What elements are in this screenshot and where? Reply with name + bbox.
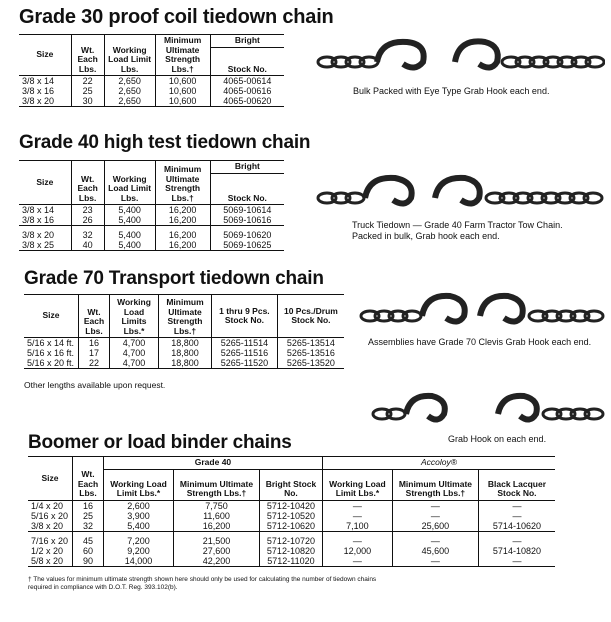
cell-wll: 4,700 [110,358,159,369]
cell-mus: 18,800 [159,348,212,358]
cell-wt: 25 [73,511,104,521]
table-row [24,348,344,358]
cell-size: 3/8 x 20 [31,520,64,531]
boomer-table [28,456,555,567]
cell-stock: 5069-10625 [210,240,284,251]
col-wll: Working Load Limit Lbs. [104,161,155,205]
cell-accoloy-wll: — [322,556,392,567]
cell-accoloy-mus: — [392,500,478,511]
col-bright: Bright [210,35,284,48]
cell-accoloy-mus: 25,600 [392,521,478,532]
grade30-title: Grade 30 proof coil tiedown chain [19,6,334,28]
cell-stock: 5712-10820 [259,546,322,556]
col-wt: Wt. Each Lbs. [71,161,104,205]
col-size: Size [36,176,54,187]
cell-stock-1-9: 5265-11516 [212,348,278,358]
cell-wt: 32 [73,521,104,532]
cell-accoloy-wll: 12,000 [322,546,392,556]
cell-wt: 17 [79,348,110,358]
cell-stock: 5712-10420 [259,500,322,511]
cell-wt: 22 [71,76,104,87]
col-bright: Bright [210,161,284,174]
cell-size: 3/8 x 16 [22,86,55,96]
cell-accoloy-stock: 5714-10620 [478,521,555,532]
col-wt: Wt. Each Lbs. [79,295,110,338]
cell-mus: 16,200 [155,205,210,216]
cell-mus: 10,600 [155,96,210,107]
grade70-table [24,294,344,369]
cell-accoloy-stock: — [478,500,555,511]
cell-size: 1/2 x 20 [31,545,64,556]
cell-wt: 45 [73,531,104,546]
grade40-table [19,160,284,251]
cell-stock: 5069-10614 [210,205,284,216]
cell-stock: 5712-10520 [259,511,322,521]
col-mus: Minimum Ultimate Strength Lbs.† [155,35,210,76]
grade40-caption-2: Packed in bulk, Grab hook each end. [352,231,500,241]
cell-mus: 42,200 [174,556,260,567]
cell-wt: 30 [71,96,104,107]
cell-accoloy-mus: — [392,556,478,567]
cell-size: 3/8 x 14 [22,76,55,86]
boomer-title: Boomer or load binder chains [28,432,292,453]
cell-stock: 5712-10720 [259,531,322,546]
cell-wll: 4,700 [110,338,159,349]
cell-mus: 16,200 [174,521,260,532]
cell-stock-1-9: 5265-11514 [212,338,278,349]
cell-wll: 7,200 [104,531,174,546]
col-accoloy-wll: Working Load Limit Lbs.* [322,469,392,500]
cell-size: 3/8 x 25 [22,240,55,250]
cell-size: 3/8 x 20 [22,96,55,106]
chain-grab-hook-small-illustration [368,392,608,432]
cell-stock: 4065-00616 [210,86,284,96]
cell-mus: 10,600 [155,76,210,87]
cell-accoloy-stock: 5714-10820 [478,546,555,556]
footnote: † The values for minimum ultimate strength shown here should only be used for calculating the number of tiedown chains required in compliance with D.O.T. Reg. 393.102(b). [28,576,377,591]
cell-size: 5/16 x 20 ft. [27,358,75,368]
grade70-caption: Assemblies have Grade 70 Clevis Grab Hook each end. [368,337,592,347]
col-black-lacquer-stock: Black Lacquer Stock No. [478,469,555,500]
col-bright-stock: Bright Stock No. [259,469,322,500]
table-row [28,500,555,511]
table-row [28,521,555,532]
col-wll: Working Load Limit Lbs.* [104,469,174,500]
grade30-caption: Bulk Packed with Eye Type Grab Hook each end. [353,86,550,96]
cell-accoloy-stock: — [478,511,555,521]
cell-wt: 25 [71,86,104,96]
cell-wt: 90 [73,556,104,567]
table-row [19,215,284,226]
cell-size: 3/8 x 20 [22,230,55,240]
cell-wll: 5,400 [104,226,155,241]
cell-wll: 2,650 [104,86,155,96]
cell-accoloy-wll: — [322,511,392,521]
cell-wt: 16 [79,338,110,349]
cell-accoloy-wll: — [322,500,392,511]
table-row [28,556,555,567]
chain-clevis-grab-hook-illustration [358,290,608,335]
grade40-title: Grade 40 high test tiedown chain [19,132,311,153]
cell-wll: 2,600 [104,500,174,511]
group-grade40: Grade 40 [104,457,323,470]
table-row [19,240,284,251]
cell-wll: 14,000 [104,556,174,567]
table-row [19,205,284,216]
col-size: Size [36,49,54,60]
group-accoloy: Accoloy® [322,457,555,470]
cell-mus: 21,500 [174,531,260,546]
cell-wt: 23 [71,205,104,216]
cell-accoloy-mus: — [392,531,478,546]
cell-mus: 27,600 [174,546,260,556]
cell-stock: 4065-00614 [210,76,284,87]
table-row [28,546,555,556]
table-row [24,338,344,349]
table-row [28,511,555,521]
cell-size: 5/16 x 16 ft. [27,348,75,358]
cell-size: 5/16 x 20 [31,510,69,521]
cell-wll: 5,400 [104,215,155,226]
cell-stock: 5069-10616 [210,215,284,226]
col-accoloy-mus: Minimum Ultimate Strength Lbs.† [392,469,478,500]
cell-mus: 11,600 [174,511,260,521]
cell-stock-10: 5265-13516 [277,348,344,358]
table-row [28,531,555,546]
cell-stock: 5712-11020 [259,556,322,567]
cell-wll: 2,650 [104,96,155,107]
cell-wt: 26 [71,215,104,226]
cell-stock: 4065-00620 [210,96,284,107]
col-size: Size [42,310,60,321]
col-1-9-pcs: 1 thru 9 Pcs. Stock No. [212,295,278,338]
cell-wll: 5,400 [104,521,174,532]
cell-size: 3/8 x 16 [22,215,55,225]
cell-wt: 60 [73,546,104,556]
grade30-table [19,34,284,107]
cell-wll: 3,900 [104,511,174,521]
cell-wt: 16 [73,500,104,511]
cell-size: 5/16 x 14 ft. [27,338,75,348]
cell-wll: 5,400 [104,240,155,251]
cell-accoloy-wll: 7,100 [322,521,392,532]
grab-hook-caption: Grab Hook on each end. [448,434,547,444]
col-stock: Stock No. [210,48,284,76]
cell-mus: 18,800 [159,358,212,369]
cell-stock-10: 5265-13514 [277,338,344,349]
cell-accoloy-wll: — [322,531,392,546]
cell-mus: 16,200 [155,226,210,241]
cell-wt: 40 [71,240,104,251]
cell-stock-1-9: 5265-11520 [212,358,278,369]
table-row [24,358,344,369]
table-row [19,96,284,107]
cell-mus: 16,200 [155,240,210,251]
col-mus: Minimum Ultimate Strength Lbs.† [159,295,212,338]
col-size: Size [41,472,59,483]
chain-grab-hook-illustration [315,170,605,215]
table-row [19,226,284,241]
col-mus: Minimum Ultimate Strength Lbs.† [155,161,210,205]
cell-accoloy-mus: 45,600 [392,546,478,556]
table-row [19,86,284,96]
cell-size: 1/4 x 20 [31,500,64,511]
table-row [19,76,284,87]
cell-mus: 7,750 [174,500,260,511]
col-stock: Stock No. [210,173,284,205]
col-wll: Working Load Limits Lbs.* [110,295,159,338]
grade70-note: Other lengths available upon request. [24,380,166,390]
grade40-caption-1: Truck Tiedown — Grade 40 Farm Tractor Tow Chain. [352,220,563,230]
col-wll: Working Load Limit Lbs. [104,35,155,76]
cell-stock: 5712-10620 [259,521,322,532]
cell-accoloy-mus: — [392,511,478,521]
cell-mus: 10,600 [155,86,210,96]
col-10-pcs: 10 Pcs./Drum Stock No. [277,295,344,338]
cell-stock-10: 5265-13520 [277,358,344,369]
cell-stock: 5069-10620 [210,226,284,241]
cell-mus: 16,200 [155,215,210,226]
col-wt: Wt. Each Lbs. [73,457,104,501]
cell-size: 5/8 x 20 [31,555,64,566]
cell-accoloy-stock: — [478,556,555,567]
chain-eye-grab-hook-illustration [315,32,605,82]
cell-wll: 4,700 [110,348,159,358]
col-wt: Wt. Each Lbs. [71,35,104,76]
col-mus: Minimum Ultimate Strength Lbs.† [174,469,260,500]
cell-size: 7/16 x 20 [31,535,69,546]
cell-wt: 22 [79,358,110,369]
cell-wll: 5,400 [104,205,155,216]
cell-wll: 2,650 [104,76,155,87]
grade70-title: Grade 70 Transport tiedown chain [24,268,324,289]
cell-size: 3/8 x 14 [22,205,55,215]
cell-mus: 18,800 [159,338,212,349]
cell-wll: 9,200 [104,546,174,556]
cell-wt: 32 [71,226,104,241]
cell-accoloy-stock: — [478,531,555,546]
